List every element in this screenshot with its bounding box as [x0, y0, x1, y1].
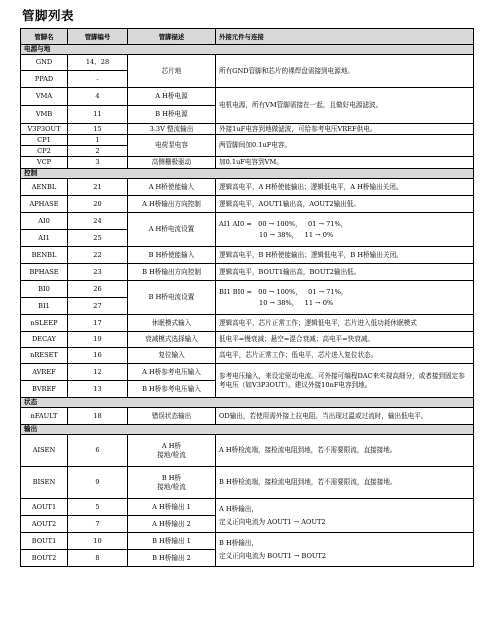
pin-connection — [216, 499, 474, 533]
table-row — [21, 348, 474, 364]
table-row — [21, 435, 474, 467]
pin-connection: 加0.1uF电容到VM。 — [216, 157, 474, 169]
pin-name: VMB — [21, 106, 68, 124]
pin-description: A H桥电流设置 — [128, 213, 216, 247]
pin-number: 1 — [68, 135, 128, 146]
pin-number: 21 — [68, 179, 128, 196]
pin-number: 27 — [68, 298, 128, 315]
pin-description: A H桥使能输入 — [128, 179, 216, 196]
pin-connection: OD输出，若使用需外接上拉电阻。当出现过温或过流时，输出低电平。 — [216, 408, 474, 425]
pin-number: 22 — [68, 247, 128, 264]
table-row — [21, 196, 474, 213]
pin-number: 2 — [68, 146, 128, 157]
table-row — [21, 264, 474, 281]
current-setting-line-2: 10 → 38%， 11 → 0% — [259, 299, 334, 307]
pin-name: BOUT2 — [21, 550, 68, 567]
table-row — [21, 88, 474, 106]
header-connection: 外接元件与连接 — [216, 29, 474, 45]
pin-description: B H桥电流设置 — [128, 281, 216, 315]
pin-description: B H桥参考电压输入 — [128, 381, 216, 398]
pin-name: BOUT1 — [21, 533, 68, 550]
pin-table — [20, 28, 474, 567]
pin-connection — [216, 533, 474, 567]
table-row — [21, 499, 474, 516]
pin-description: 复位输入 — [128, 348, 216, 364]
pin-name: GND — [21, 55, 68, 71]
pin-connection — [216, 281, 474, 315]
pin-description: 3.3V 整流输出 — [128, 124, 216, 135]
pin-number: 15 — [68, 124, 128, 135]
pin-name: PPAD — [21, 71, 68, 88]
pin-name: AISEN — [21, 435, 68, 467]
pin-description: B H桥电源 — [128, 106, 216, 124]
pin-number: 18 — [68, 408, 128, 425]
pin-number: 24 — [68, 213, 128, 230]
section-output: 输出 — [21, 425, 474, 435]
pin-connection: B H桥检流端，接检流电阻到地，若不需要限流，直接接地。 — [216, 467, 474, 499]
table-row — [21, 55, 474, 71]
pin-connection: A H桥检流端，接检流电阻到地，若不需要限流，直接接地。 — [216, 435, 474, 467]
pin-connection: 逻辑高电平，A H桥使能输出；逻辑低电平，A H桥输出关闭。 — [216, 179, 474, 196]
pin-description: B H桥输出方向控制 — [128, 264, 216, 281]
current-setting-line-1: AI1 AI0 = 00 → 100%， 01 → 71%， — [219, 219, 348, 228]
table-row — [21, 247, 474, 264]
pin-description: B H桥输出 1 — [128, 533, 216, 550]
header-pin-name: 管脚名 — [21, 29, 68, 45]
pin-connection: 所有GND管脚和芯片的裸焊盘需接到电源地。 — [216, 55, 474, 88]
output-connection-line-2: 定义正向电流为 AOUT1 → AOUT2 — [219, 517, 326, 526]
header-pin-number: 管脚编号 — [68, 29, 128, 45]
pin-number: 5 — [68, 499, 128, 516]
table-header-row — [21, 29, 474, 45]
page-title: 管脚列表 — [22, 8, 75, 23]
pin-description: 衰减模式选择输入 — [128, 332, 216, 348]
table-row — [21, 467, 474, 499]
pin-name: V3P3OUT — [21, 124, 68, 135]
pin-name: BI0 — [21, 281, 68, 298]
pin-description-line-2: 接地/检流 — [157, 482, 186, 491]
section-power: 电源与地 — [21, 45, 474, 55]
table-row — [21, 315, 474, 332]
pin-number: 8 — [68, 550, 128, 567]
pin-description-line-1: B H桥 — [161, 474, 182, 483]
pin-name: VCP — [21, 157, 68, 169]
pin-description: 芯片地 — [128, 55, 216, 88]
table-row — [21, 179, 474, 196]
pin-description: B H桥使能输入 — [128, 247, 216, 264]
pin-number: 20 — [68, 196, 128, 213]
pin-description — [128, 435, 216, 467]
pin-number: 17 — [68, 315, 128, 332]
pin-number: 12 — [68, 364, 128, 381]
section-status: 状态 — [21, 398, 474, 408]
table-row — [21, 408, 474, 425]
output-connection-line-1: A H桥输出， — [219, 505, 258, 514]
section-control: 控制 — [21, 169, 474, 179]
pin-name: DECAY — [21, 332, 68, 348]
pin-name: nRESET — [21, 348, 68, 364]
pin-name: nFAULT — [21, 408, 68, 425]
pin-connection: 逻辑高电平，BOUT1输出高，BOUT2输出低。 — [216, 264, 474, 281]
pin-description: 错误状态输出 — [128, 408, 216, 425]
pin-name: AOUT1 — [21, 499, 68, 516]
current-setting-line-1: BI1 BI0 = 00 → 100%， 01 → 71%， — [219, 287, 348, 296]
pin-name: BENBL — [21, 247, 68, 264]
pin-number: 16 — [68, 348, 128, 364]
table-row — [21, 533, 474, 550]
pin-number: 13 — [68, 381, 128, 398]
pin-name: AOUT2 — [21, 516, 68, 533]
pin-description: A H桥输出 2 — [128, 516, 216, 533]
pin-description: A H桥输出 1 — [128, 499, 216, 516]
pin-number: 7 — [68, 516, 128, 533]
pin-connection: 电机电源，所有VM管脚需接在一起，且做好电源滤波。 — [216, 88, 474, 124]
pin-number: 26 — [68, 281, 128, 298]
output-connection-line-2: 定义正向电流为 BOUT1 → BOUT2 — [219, 551, 327, 560]
pin-connection: 低电平=慢衰减；悬空=混合衰减；高电平=快衰减。 — [216, 332, 474, 348]
pin-name: BVREF — [21, 381, 68, 398]
table-row — [21, 135, 474, 146]
pin-number: 14、28 — [68, 55, 128, 71]
table-row — [21, 364, 474, 381]
pin-number: 23 — [68, 264, 128, 281]
pin-description: B H桥输出 2 — [128, 550, 216, 567]
current-setting-line-2: 10 → 38%， 11 → 0% — [259, 231, 334, 239]
table-row — [21, 157, 474, 169]
pin-connection: 高电平，芯片正常工作；低电平，芯片进入复位状态。 — [216, 348, 474, 364]
pin-description: A H桥参考电压输入 — [128, 364, 216, 381]
pin-name: CP1 — [21, 135, 68, 146]
output-connection-line-1: B H桥输出， — [219, 539, 259, 548]
pin-connection: 逻辑高电平，B H桥使能输出；逻辑低电平，B H桥输出关闭。 — [216, 247, 474, 264]
pin-name: APHASE — [21, 196, 68, 213]
pin-number: 25 — [68, 230, 128, 247]
pin-number: 6 — [68, 435, 128, 467]
pin-connection: 两管脚间加0.1uF电容。 — [216, 135, 474, 157]
table-row — [21, 281, 474, 298]
pin-number: 9 — [68, 467, 128, 499]
pin-description: A H桥电源 — [128, 88, 216, 106]
pin-description: 休眠模式输入 — [128, 315, 216, 332]
pin-number: 3 — [68, 157, 128, 169]
pin-name: AVREF — [21, 364, 68, 381]
pin-name: BISEN — [21, 467, 68, 499]
pin-connection — [216, 213, 474, 247]
pin-connection: 逻辑高电平，芯片正常工作；逻辑低电平，芯片进入低功耗休眠模式 — [216, 315, 474, 332]
pin-name: nSLEEP — [21, 315, 68, 332]
pin-connection: 外接1uF电容到地做滤波，可给参考电压VREF供电。 — [216, 124, 474, 135]
table-row — [21, 124, 474, 135]
pin-name: AI1 — [21, 230, 68, 247]
pin-connection: 逻辑高电平，AOUT1输出高，AOUT2输出低。 — [216, 196, 474, 213]
pin-name: AENBL — [21, 179, 68, 196]
pin-description: 电荷泵电容 — [128, 135, 216, 157]
pin-description: 高侧栅极驱动 — [128, 157, 216, 169]
pin-number: 4 — [68, 88, 128, 106]
pin-number: 19 — [68, 332, 128, 348]
pin-number: 10 — [68, 533, 128, 550]
pin-connection: 参考电压输入，来设定驱动电流。可外接可编程DAC来实现高细分，或者接到固定参考电压（如V3P3OUT）。建议外接10nF电容到地。 — [216, 364, 474, 398]
pin-name: BPHASE — [21, 264, 68, 281]
pin-number: 11 — [68, 106, 128, 124]
pin-name: BI1 — [21, 298, 68, 315]
pin-name: AI0 — [21, 213, 68, 230]
table-row — [21, 332, 474, 348]
header-pin-description: 管脚描述 — [128, 29, 216, 45]
pin-number: - — [68, 71, 128, 88]
pin-name: VMA — [21, 88, 68, 106]
pin-name: CP2 — [21, 146, 68, 157]
pin-description — [128, 467, 216, 499]
pin-description-line-2: 接地/检流 — [157, 450, 186, 459]
pin-description: A H桥输出方向控制 — [128, 196, 216, 213]
table-row — [21, 213, 474, 230]
pin-description-line-1: A H桥 — [161, 442, 182, 451]
